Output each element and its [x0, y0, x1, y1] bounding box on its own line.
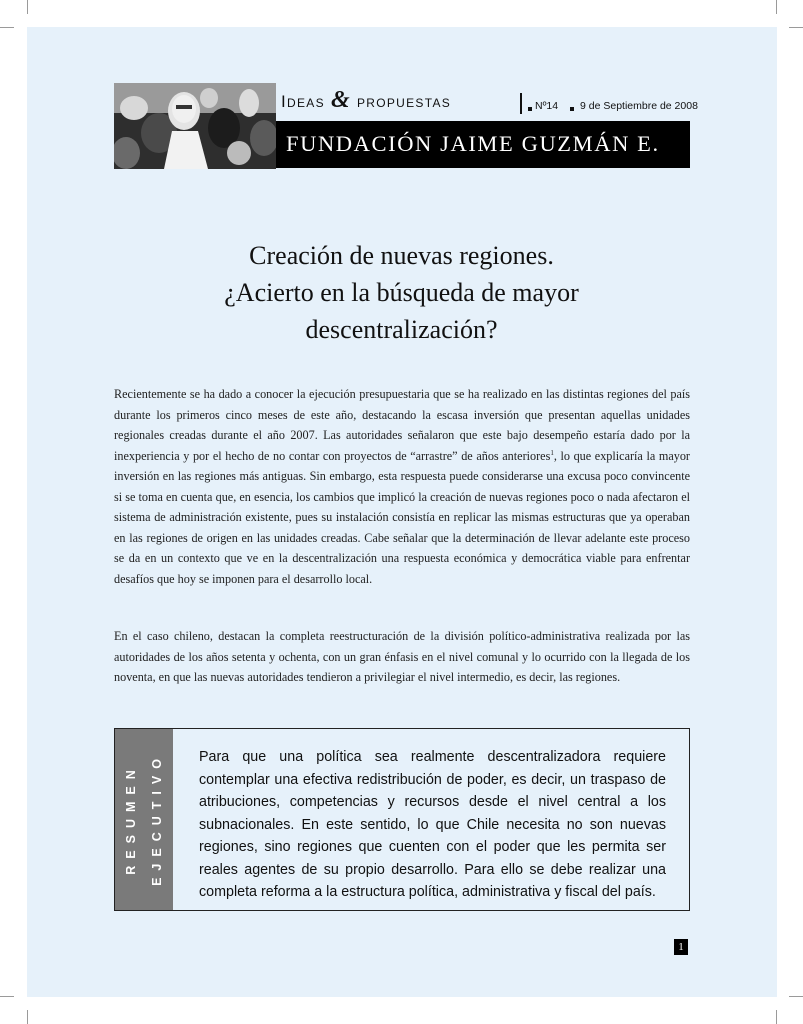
title-line: ¿Acierto en la búsqueda de mayor: [224, 278, 579, 307]
summary-side-label-line: EJECUTIVO: [150, 752, 164, 886]
paragraph-text: , lo que explicaría la mayor inversión en las regiones más antiguas. Sin embargo, esta respuesta puede considerarse una excusa poco convincente si se toma en cuenta que, en esencia, los cambios que implicó la creación de nuevas regiones poco o nada afectaron el sistema de administración existente, pues su instalación consistía en replicar las mismas estructuras que ya operaban en las regiones de origen en las unidades creadas. Cabe señalar que la determinación de llevar adelante este proceso se da en un contexto que ve en la descentralización una respuesta económica y democrática viable para enfrentar desafíos que hoy se imponen para el desarrollo local.: [114, 448, 690, 586]
organization-name: FUNDACIÓN JAIME GUZMÁN E.: [286, 131, 660, 156]
crop-mark: [27, 1010, 28, 1024]
summary-side-label-line: RESUMEN: [124, 763, 138, 875]
series-title-word: propuestas: [356, 92, 452, 111]
body-paragraph: En el caso chileno, destacan la completa reestructuración de la división político-administrativa realizada por las autoridades de los años setenta y ochenta, con un gran énfasis en el nivel comunal y lo ocurrido con la llegada de los noventa, en que las nuevas autoridades tendieron a privilegiar el nivel intermedio, es decir, las regiones.: [114, 629, 690, 684]
crop-mark: [776, 0, 777, 14]
title-line: descentralización?: [305, 315, 498, 344]
crop-mark: [776, 1010, 777, 1024]
header-photo: [114, 83, 276, 169]
body-paragraph: [114, 384, 690, 589]
series-title: [281, 87, 452, 113]
crop-mark: [789, 996, 803, 997]
paragraph-text: Recientemente se ha dado a conocer la ejecución presupuestaria que se ha realizado en las distintas regiones del país durante los primeros cinco meses de este año, destacando la escasa inversión que presentan aquellas unidades regionales creadas durante el año 2007. Las autoridades señalaron que este bajo desempeño estaría dado por la inexperiencia y por el hecho de no contar con proyectos de “arrastre” de años anteriores: [114, 387, 690, 463]
summary-side-panel: [115, 729, 173, 910]
summary-side-label: [118, 752, 170, 886]
series-title-word: Ideas: [281, 92, 325, 111]
issue-number: Nº14: [535, 100, 559, 112]
series-title-amp: &: [330, 87, 351, 113]
header-bullet: [570, 107, 574, 111]
crop-mark: [27, 0, 28, 14]
footnote-reference[interactable]: 1: [550, 448, 554, 457]
crop-mark: [789, 27, 803, 28]
document-title: [110, 237, 693, 348]
header-bullet: [528, 107, 532, 111]
title-line: Creación de nuevas regiones.: [249, 241, 554, 270]
page-number: 1: [674, 939, 688, 955]
crop-mark: [0, 27, 14, 28]
issue-date: 9 de Septiembre de 2008: [580, 100, 698, 112]
summary-text: Para que una política sea realmente descentralizadora requiere contemplar una efectiva redistribución de poder, es decir, un traspaso de atribuciones, competencias y recursos desde el nivel central a los subnacionales. En este sentido, lo que Chile necesita no son nuevas regiones, sino regiones que cuenten con el poder que les permita ser reales agentes de su propio desarrollo. Para ello se debe realizar una completa reforma a la estructura política, administrativa y fiscal del país.: [199, 749, 666, 900]
header-divider: [520, 93, 522, 114]
executive-summary-box: [114, 728, 690, 911]
crop-mark: [0, 996, 14, 997]
